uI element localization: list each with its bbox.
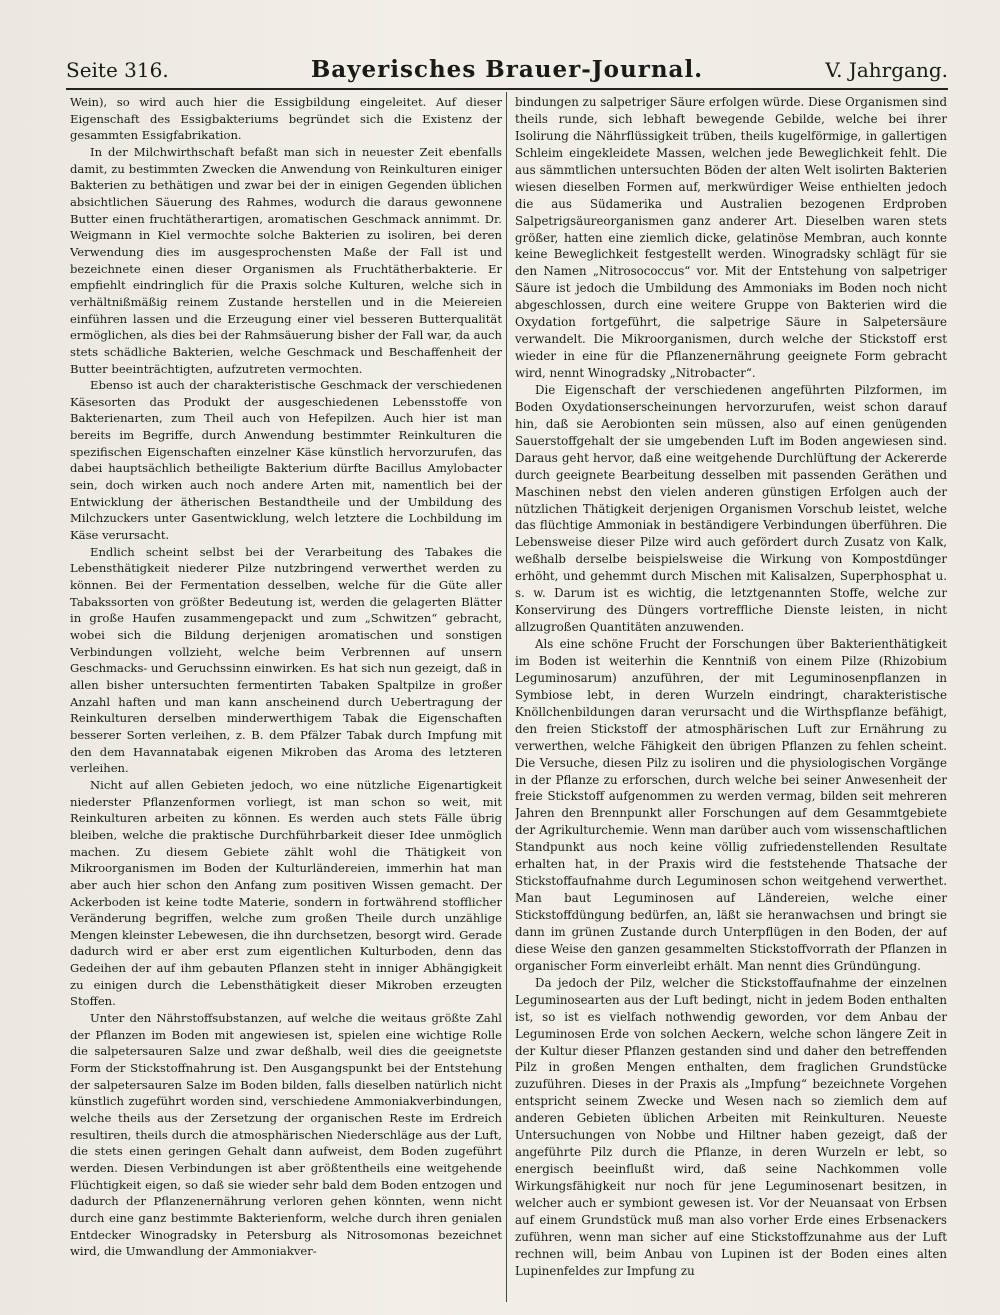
page-number: Seite 316. — [66, 58, 169, 82]
volume-label: V. Jahrgang. — [825, 58, 948, 82]
paragraph: Als eine schöne Frucht der Forschungen über Bakterienthätigkeit im Boden ist weiterhin die Kenntniß von einem Pilze (Rhizobium Leguminosarum) anzuführen, der mit Leguminosenpflanzen in Symbiose lebt, in deren Wurzeln eindringt, charakteristische Knöllchenbildungen daran verursacht und die Wirthspflanze befähigt, den freien Stickstoff der atmosphärischen Luft zur Ernährung zu verwerthen, welche Fähigkeit den übrigen Pflanzen zu fehlen scheint. Die Versuche, diesen Pilz zu isoliren und die physiologischen Vorgänge in der Pflanze zu erforschen, durch welche bei seiner Anwesenheit der freie Stickstoff aufgenommen zu werden vermag, bilden seit mehreren Jahren den Brennpunkt aller Forschungen auf dem Gesammtgebiete der Agrikulturchemie. Wenn man darüber auch vom wissenschaftlichen Standpunkt aus noch keine völlig zufriedenstellenden Resultate erhalten hat, in der Praxis wird die feststehende Thatsache der Stickstoffaufnahme durch Leguminosen schon weitgehend verwerthet. Man baut Leguminosen auf Ländereien, welche einer Stickstoffdüngung bedürfen, an, läßt sie heranwachsen und bringt sie dann im grünen Zustande durch Unterpflügen in den Boden, der auf diese Weise den ganzen gesammelten Stickstoffvorrath der Pflanzen in organischer Form einverleibt erhält. Man nennt dies Gründüngung. — [515, 637, 947, 973]
paragraph: bindungen zu salpetriger Säure erfolgen würde. Diese Organismen sind theils runde, sich lebhaft bewegende Gebilde, welche bei ihrer Isolirung die Nährflüssigkeit trüben, theils kugelförmige, in gallertigen Schleim eingekleidete Massen, welchen jede Beweglichkeit fehlt. Die aus sämmtlichen untersuchten Böden der alten Welt isolirten Bakterien wiesen dieselben Formen auf, merkwürdiger Weise enthielten jedoch die aus Südamerika und Australien bezogenen Erdproben Salpetrigsäureorganismen ganz anderer Art. Dieselben waren stets größer, hatten eine ziemlich dicke, gelatinöse Membran, auch konnte keine Beweglichkeit festgestellt werden. Winogradsky schlägt für sie den Namen „Nitrosococcus“ vor. Mit der Entstehung von salpetriger Säure ist jedoch die Umbildung des Ammoniaks im Boden noch nicht abgeschlossen, durch eine weitere Gruppe von Bakterien wird die Oxydation fortgeführt, die salpetrige Säure in Salpetersäure verwandelt. Die Mikroorganismen, durch welche der Stickstoff erst wieder in eine für die Pflanzenernährung geeignete Form gebracht wird, nennt Winogradsky „Nitrobacter“. — [515, 95, 947, 380]
paragraph: Ebenso ist auch der charakteristische Geschmack der verschiedenen Käsesorten das Produkt der ausgeschiedenen Lebensstoffe von Bakterienarten, zum Theil auch von Hefepilzen. Auch hier ist man bereits im Begriffe, durch Anwendung bestimmter Reinkulturen die spezifischen Eigenschaften einzelner Käse künstlich hervorzurufen, das dabei hauptsächlich betheiligte Bakterium dürfte Bacillus Amylobacter sein, doch wirken auch noch andere Arten mit, namentlich bei der Entwicklung der ätherischen Bestandtheile und der Umbildung des Milchzuckers unter Gasentwicklung, welch letztere die Lochbildung im Käse verursacht. — [70, 378, 502, 543]
paragraph: Nicht auf allen Gebieten jedoch, wo eine nützliche Eigenartigkeit niederster Pflanzenformen vorliegt, ist man schon so weit, mit Reinkulturen arbeiten zu können. Es werden auch stets Fälle übrig bleiben, welche die praktische Durchführbarkeit dieser Idee unmöglich machen. Zu diesem Gebiete zählt wohl die Thätigkeit von Mikroorganismen im Boden der Kulturländereien, immerhin hat man aber auch hier schon den Anfang zum positiven Wissen gemacht. Der Ackerboden ist keine todte Materie, sondern in fortwährend stofflicher Veränderung begriffen, welche zum großen Theile durch unzählige Mengen kleinster Lebewesen, die ihn durchsetzen, besorgt wird. Gerade dadurch wird er aber erst zum eigentlichen Kulturboden, denn das Gedeihen der auf ihm gebauten Pflanzen steht in inniger Abhängigkeit zu einigen durch die Lebensthätigkeit dieser Mikroben erzeugten Stoffen. — [70, 777, 502, 1009]
paragraph: Da jedoch der Pilz, welcher die Stickstoffaufnahme der einzelnen Leguminosearten aus der Luft bedingt, nicht in jedem Boden enthalten ist, so ist es vielfach nothwendig geworden, vor dem Anbau der Leguminosen Erde von solchen Aeckern, welche schon längere Zeit in der Kultur dieser Pflanzen gestanden sind und daher den betreffenden Pilz in großen Mengen enthalten, dem fraglichen Grundstücke zuzuführen. Dieses in der Praxis als „Impfung“ bezeichnete Vorgehen entspricht seinem Zwecke und Wesen nach so ziemlich dem auf anderen Gebieten üblichen Arbeiten mit Reinkulturen. Neueste Untersuchungen von Nobbe und Hiltner haben gezeigt, daß der angeführte Pilz durch die Pflanze, in deren Wurzeln er lebt, so energisch beeinflußt wird, daß seine Nachkommen volle Wirkungsfähigkeit nur noch für jene Leguminosenart besitzen, in welcher auch er symbiont gewesen ist. Vor der Neuansaat von Erbsen auf einem Grundstück muß man also vorher Erde eines Erbsenackers zuführen, wenn man sicher auf eine Stickstoffzunahme aus der Luft rechnen will, beim Anbau von Lupinen ist der Boden eines alten Lupinenfeldes zur Impfung zu — [515, 975, 947, 1278]
header-rule — [66, 88, 948, 90]
left-column — [70, 94, 502, 1294]
paragraph: In der Milchwirthschaft befaßt man sich in neuester Zeit ebenfalls damit, zu bestimmten Zwecken die Anwendung von Reinkulturen einiger Bakterien zu bethätigen und zwar bei der in einigen Gegenden üblichen absichtlichen Säuerung des Rahmes, wodurch die daraus gewonnene Butter einen fruchtätherartigen, aromatischen Geschmack annimmt. Dr. Weigmann in Kiel vermochte solche Bakterien zu isoliren, bei deren Verwendung dies im ausgesprochensten Maße der Fall ist und bezeichnete einen dieser Organismen als Fruchtätherbakterie. Er empfiehlt eindringlich für die Praxis solche Kulturen, welche sich in verhältnißmäßig reinem Zustande herstellen und in die Meiereien einführen lassen und die Erzeugung einer viel besseren Butterqualität ermöglichen, als dies bei der Rahmsäuerung bisher der Fall war, da auch stets schädliche Bakterien, welche Geschmack und Beschaffenheit der Butter beeinträchtigten, aufzutreten vermochten. — [70, 144, 502, 376]
page-header — [66, 54, 948, 86]
journal-title: Bayerisches Brauer-Journal. — [310, 56, 704, 83]
paragraph: Die Eigenschaft der verschiedenen angeführten Pilzformen, im Boden Oxydationserscheinungen hervorzurufen, weist schon darauf hin, daß sie Aerobionten sein müssen, also auf einen genügenden Sauerstoffgehalt der sie umgebenden Luft im Boden angewiesen sind. Daraus geht hervor, daß eine weitgehende Durchlüftung der Ackererde durch geeignete Bearbeitung desselben mit passenden Geräthen und Maschinen nebst den vielen anderen günstigen Erfolgen auch der nützlichen Thätigkeit derjenigen Organismen Vorschub leistet, welche das flüchtige Ammoniak in beständigere Verbindungen überführen. Die Lebensweise dieser Pilze wird auch gefördert durch Zusatz von Kalk, weßhalb derselbe beispielsweise die Wirkung von Kompostdünger erhöht, und gehemmt durch Mischen mit Kalisalzen, Superphosphat u. s. w. Darum ist es wichtig, die letztgenannten Stoffe, welche zur Konservirung des Düngers vortreffliche Dienste leisten, in nicht allzugroßen Quantitäten anzuwenden. — [515, 382, 947, 635]
column-divider — [506, 92, 507, 1302]
paragraph: Unter den Nährstoffsubstanzen, auf welche die weitaus größte Zahl der Pflanzen im Boden mit angewiesen ist, spielen eine wichtige Rolle die salpetersauren Salze und zwar deßhalb, weil dies die geeignetste Form der Stickstoffnahrung ist. Den Ausgangspunkt bei der Entstehung der salpetersauren Salze im Boden bilden, falls dieselben natürlich nicht künstlich zugeführt worden sind, verschiedene Ammoniakverbindungen, welche theils aus der Zersetzung der organischen Reste im Erdreich resultiren, theils durch die atmosphärischen Niederschläge aus der Luft, die stets einen geringen Gehalt dann aufweist, dem Boden zugeführt werden. Diesen Verbindungen ist aber größtentheils eine weitgehende Flüchtigkeit eigen, so daß sie wieder sehr bald dem Boden entzogen und dadurch der Pflanzenernährung verloren gehen könnten, wenn nicht durch eine ganz bestimmte Bakterienform, welche durch ihren genialen Entdecker Winogradsky in Petersburg als Nitrosomonas bezeichnet wird, die Umwandlung der Ammoniakver- — [70, 1011, 502, 1259]
paragraph: Wein), so wird auch hier die Essigbildung eingeleitet. Auf dieser Eigenschaft des Essigbakteriums begründet sich die Existenz der gesammten Essigfabrikation. — [70, 95, 502, 143]
right-column — [515, 94, 947, 1294]
paragraph: Endlich scheint selbst bei der Verarbeitung des Tabakes die Lebensthätigkeit niederer Pilze nutzbringend verwerthet werden zu können. Bei der Fermentation desselben, welche für die Güte aller Tabakssorten von größter Bedeutung ist, werden die gelagerten Blätter in große Haufen zusammengepackt und zum „Schwitzen“ gebracht, wobei sich die Bildung derjenigen aromatischen und sonstigen Verbindungen vollzieht, welche beim Verbrennen auf unsern Geschmacks- und Geruchssinn einwirken. Es hat sich nun gezeigt, daß in allen bisher untersuchten fermentirten Tabaken Spaltpilze in großer Anzahl haften und man kann anscheinend durch Uebertragung der Reinkulturen derselben minderwerthigem Tabak die Eigenschaften besserer Sorten verleihen, z. B. dem Pfälzer Tabak durch Impfung mit den dem Havannatabak eigenen Mikroben das Aroma des letzteren verleihen. — [70, 544, 502, 776]
